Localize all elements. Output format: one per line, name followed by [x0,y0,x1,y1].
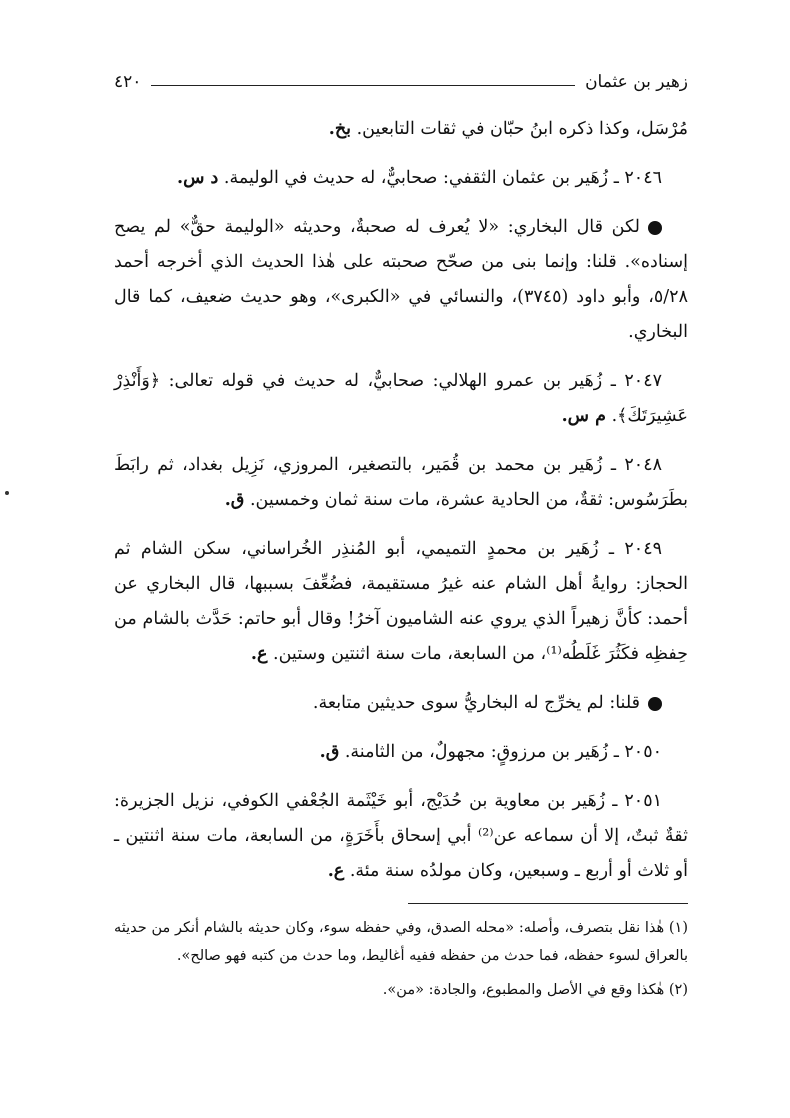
entry-2048 [114,448,688,518]
footnote-2: (٢) هٰكذا وقع في الأصل والمطبوع، والجادة: «من». [382,982,688,998]
entry-number: ٢٠٤٧ [624,371,662,391]
source-code: ع. [327,861,345,881]
source-code: بخ. [328,119,351,139]
entry-text: ـ زُهَير بن محمد بن قُمَير، بالتصغير، المروزي، نَزِيل بغداد، ثم رابَطَ بطَرَسُوس: ثقةٌ، من الحادية عشرة، مات سنة ثمان وخمسين. [114,455,688,510]
paragraph-text: مُرْسَل، وكذا ذكره ابنُ حبّان في ثقات التابعين. [356,119,688,139]
source-code: ق. [319,742,340,762]
entry-number: ٢٠٤٦ [624,168,662,188]
source-code: ق. [224,490,245,510]
bullet-icon [648,697,662,711]
footnotes [114,914,688,1004]
continuation-paragraph [114,112,688,147]
entry-2051 [114,784,688,889]
entry-2050 [114,735,688,770]
header-rule [151,85,575,86]
entry-text: ـ زُهَير بن مرزوقٍ: مجهولٌ، من الثامنة. [344,742,625,762]
entry-number: ٢٠٥٠ [624,742,662,762]
entry-text: ـ زُهَير بن معاوية بن حُدَيْج، أبو خَيْثَمة الجُعْفي الكوفي، نزيل الجزيرة: ثقةٌ ثبتٌ، إلا أن سماعه عن⁽²⁾ أبي إسحاق بأَخَرَةٍ، من السابعة، مات سنة اثنتين ـ أو ثلاث أو أربع ـ وسبعين، وكان مولدُه سنة مئة. [114,791,688,881]
entry-number: ٢٠٥١ [624,791,662,811]
comment-2049 [114,686,688,721]
comment-text: قلنا: لم يخرِّج له البخاريُّ سوى حديثين متابعة. [312,693,640,713]
entry-text: ـ زُهَير بن عمرو الهلالي: صحابيٌّ، له حديث في قوله تعالى: ﴿وَأَنْذِرْ عَشِيرَتَكَ﴾. [114,371,688,426]
entry-text: ـ زُهَير بن محمدٍ التميمي، أبو المُنذِر الخُراساني، سكن الشام ثم الحجاز: روايةُ أهل الشام عنه غيرُ مستقيمة، فضُعِّفَ بسببها، قال البخاري عن أحمد: كأنَّ زهيراً الذي يروي عنه الشاميون آخرُ! وقال أبو حاتم: حَدَّث بالشام من حِفظِه فكَثُرَ غَلَطُه⁽¹⁾، من السابعة، مات سنة اثنتين وستين. [114,539,688,664]
entry-2047 [114,364,688,434]
entry-2046 [114,161,688,196]
entry-2049 [114,532,688,672]
entry-text: ـ زُهَير بن عثمان الثقفي: صحابيٌّ، له حديث في الوليمة. [223,168,625,188]
footnote-1: (١) هٰذا نقل بتصرف، وأصله: «محله الصدق، وفي حفظه سوء، وكان حديثه بالشام أنكر من حديثه بالعراق لسوء حفظه، فما حدث من حفظه ففيه أغاليط، وما حدث من كتبه فهو صالح». [114,920,688,964]
bullet-icon [648,221,662,235]
source-code: د س. [176,168,219,188]
running-title: زهير بن عثمان [585,72,688,92]
margin-mark [5,491,9,495]
page-number: ٤٢٠ [114,72,142,92]
source-code: ع. [250,644,268,664]
entry-number: ٢٠٤٩ [624,539,662,559]
footnote-separator [408,903,688,904]
source-code: م س. [561,406,606,426]
comment-2046 [114,210,688,350]
document-page [114,58,688,1098]
main-text [114,112,688,889]
page-header [114,58,688,92]
comment-text: لكن قال البخاري: «لا يُعرف له صحبةٌ، وحديثه «الوليمة حقٌّ» لم يصح إسناده». قلنا: وإنما بنى من صحّح صحبته على هٰذا الحديث الذي أخرجه أحمد ٥/٢٨، وأبو داود (٣٧٤٥)، والنسائي في «الكبرى»، وهو حديث ضعيف، كما قال البخاري. [114,217,688,342]
entry-number: ٢٠٤٨ [624,455,662,475]
